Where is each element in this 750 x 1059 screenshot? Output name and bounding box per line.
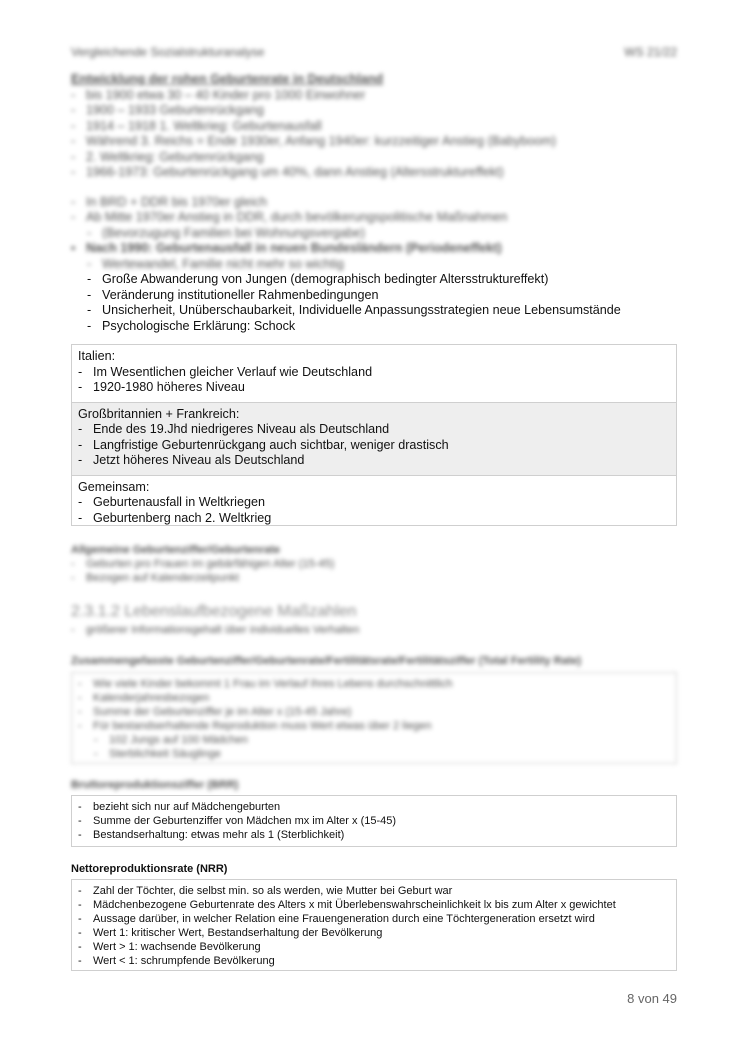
list-item: - Geburtenberg nach 2. Weltkrieg <box>78 510 272 525</box>
list-item: - Aussage darüber, in welcher Relation eine Frauengeneration durch eine Töchtergeneration ersetzt wird <box>78 913 595 925</box>
development-list <box>71 88 677 181</box>
list-item: - Geburtenausfall in Weltkriegen <box>78 495 265 509</box>
list-item: - Sterblichkeit Säuglinge <box>94 748 221 760</box>
development-title: Entwicklung der rohen Geburtenrate in Deutschland <box>71 72 384 86</box>
header-course: Vergleichende Sozialstrukturanalyse <box>71 45 265 59</box>
uk-france-title: Großbritannien + Frankreich: <box>78 406 240 421</box>
list-item: - In BRD + DDR bis 1970er gleich <box>71 194 267 209</box>
list-item: - Ende des 19.Jhd niedrigeres Niveau als Deutschland <box>78 422 390 436</box>
life-course-heading: 2.3.1.2 Lebenslaufbezogene Maßzahlen <box>71 603 357 620</box>
list-item: - Geburten pro Frauen im gebärfähigen Alter (15-45) <box>71 558 335 570</box>
list-item: - 102 Jungs auf 100 Mädchen <box>94 734 248 746</box>
header-semester: WS 21/22 <box>624 45 677 59</box>
grr-box <box>71 795 677 847</box>
list-item: - bis 1900 etwa 30 – 40 Kinder pro 1000 Einwohner <box>71 87 366 102</box>
list-item: - bezieht sich nur auf Mädchengeburten <box>78 801 281 813</box>
list-item: - Jetzt höheres Niveau als Deutschland <box>78 453 305 467</box>
list-item: - Kalenderjahresbezogen <box>78 692 210 704</box>
list-item: - 1900 – 1933 Geburtenrückgang <box>71 103 264 117</box>
common-section <box>72 476 676 533</box>
list-item: - 1914 – 1918 1. Weltkrieg: Geburtenausfall <box>71 118 322 133</box>
list-item: - Wert > 1: wachsende Bevölkerung <box>78 941 261 953</box>
list-item: - 1920-1980 höheres Niveau <box>78 380 245 394</box>
development-section <box>71 72 677 334</box>
nrr-title: Nettoreproduktionsrate (NRR) <box>71 863 228 875</box>
list-item: - Summe der Geburtenziffer je im Alter x (15-45 Jahre) <box>78 706 352 718</box>
list-item: - (Bevorzugung Familien bei Wohnungsvergabe) <box>87 225 365 240</box>
page-number: 8 von 49 <box>627 991 677 1006</box>
page-header <box>71 45 677 61</box>
list-item: - Unsicherheit, Unüberschaubarkeit, Individuelle Anpassungsstrategien neue Lebensumstände <box>87 303 621 317</box>
list-item: ▪ Nach 1990: Geburtenausfall in neuen Bundesländern (Periodeneffekt) <box>71 241 502 255</box>
tfr-box <box>71 672 677 764</box>
list-item: - Bezogen auf Kalenderzeitpunkt <box>71 572 239 584</box>
grr-title: Bruttoreproduktionsziffer (BRR) <box>71 779 239 791</box>
list-item: - Wertewandel, Familie nicht mehr so wichtig <box>87 256 344 271</box>
list-item: - Zahl der Töchter, die selbst min. so als werden, wie Mutter bei Geburt war <box>78 885 453 897</box>
list-item: - Wert 1: kritischer Wert, Bestandserhaltung der Bevölkerung <box>78 927 383 939</box>
list-item: - Ab Mitte 1970er Anstieg in DDR, durch bevölkerungspolitische Maßnahmen <box>71 210 508 224</box>
tfr-title: Zusammengefasste Geburtenziffer/Geburtenrate/Fertilitätsrate/Fertilitätsziffer (Total Fertility Rate) <box>71 655 582 667</box>
list-item: - Für bestandserhaltende Reproduktion muss Wert etwas über 2 liegen <box>78 720 432 732</box>
italy-section <box>72 345 676 403</box>
list-item: - Wie viele Kinder bekommt 1 Frau im Verlauf ihres Lebens durchschnittlich <box>78 678 453 690</box>
general-rate-title: Allgemeine Geburtenziffer/Geburtenrate <box>71 544 281 556</box>
list-item: - Summe der Geburtenziffer von Mädchen mx im Alter x (15-45) <box>78 815 397 827</box>
life-course-section <box>71 603 677 637</box>
list-item: - Mädchenbezogene Geburtenrate des Alters x mit Überlebenswahrscheinlichkeit lx bis zum Alter x gewichtet <box>78 899 616 911</box>
list-item: - Wert < 1: schrumpfende Bevölkerung <box>78 955 275 967</box>
comparison-box <box>71 344 677 526</box>
list-item: - größerer Informationsgehalt über individuelles Verhalten <box>71 624 360 636</box>
list-item: - Langfristige Geburtenrückgang auch sichtbar, weniger drastisch <box>78 437 449 452</box>
general-rate-section <box>71 543 677 585</box>
uk-france-section <box>72 403 676 476</box>
list-item: - 1966-1973: Geburtenrückgang um 40%, dann Anstieg (Altersstruktureffekt) <box>71 165 504 179</box>
list-item: - Große Abwanderung von Jungen (demographisch bedingter Altersstruktureffekt) <box>87 272 549 286</box>
list-item: - Im Wesentlichen gleicher Verlauf wie Deutschland <box>78 364 373 379</box>
list-item: - Während 3. Reichs = Ende 1930er, Anfang 1940er: kurzzeitiger Anstieg (Babyboom) <box>71 134 557 148</box>
development-list-2 <box>71 195 677 273</box>
nrr-box <box>71 879 677 971</box>
list-item: - Veränderung institutioneller Rahmenbedingungen <box>87 287 379 302</box>
common-title: Gemeinsam: <box>78 479 150 494</box>
list-item: - 2. Weltkrieg: Geburtenrückgang <box>71 149 264 164</box>
development-sub-list <box>71 272 677 334</box>
list-item: - Bestandserhaltung: etwas mehr als 1 (Sterblichkeit) <box>78 829 345 841</box>
italy-title: Italien: <box>78 349 116 363</box>
list-item: - Psychologische Erklärung: Schock <box>87 318 296 333</box>
